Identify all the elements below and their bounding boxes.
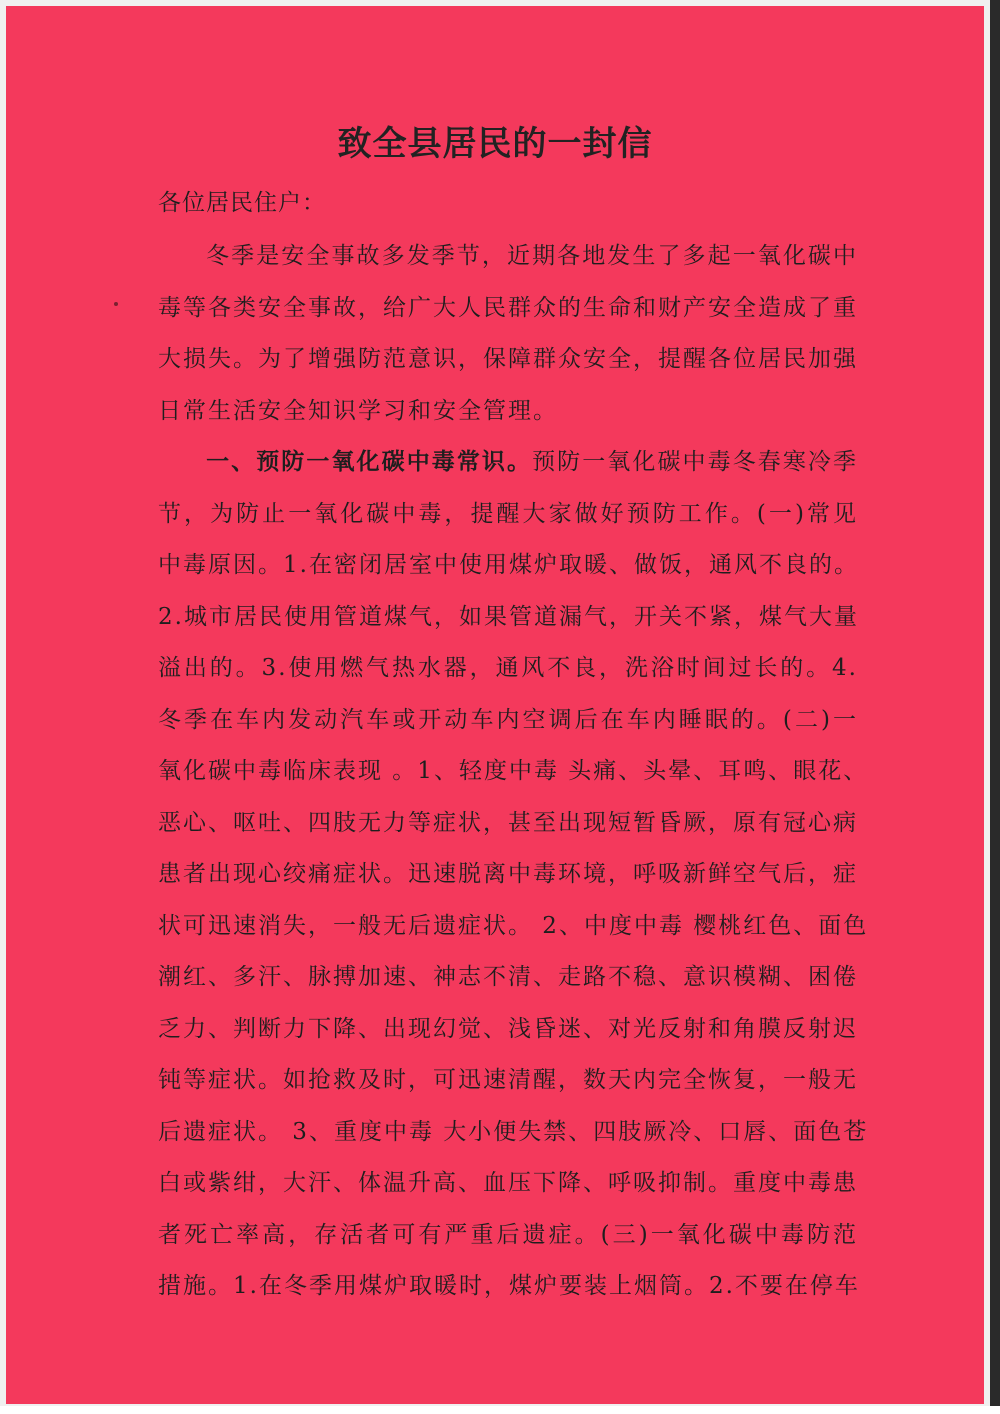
- paragraph-2-line: 钝等症状。如抢救及时，可迅速清醒，数天内完全恢复，一般无: [158, 1067, 858, 1093]
- letter-title: 致全县居民的一封信: [337, 124, 653, 164]
- paragraph-2-line: 溢出的。3.使用燃气热水器，通风不良，洗浴时间过长的。4.: [158, 655, 858, 681]
- paragraph-2-line: 乏力、判断力下降、出现幻觉、浅昏迷、对光反射和角膜反射迟: [158, 1015, 858, 1042]
- paragraph-2-line: 节，为防止一氧化碳中毒，提醒大家做好预防工作。(一)常见: [158, 500, 858, 527]
- salutation: 各位居民住户：: [158, 190, 326, 216]
- scan-border-right: [990, 0, 1000, 1414]
- paragraph-1-line: 日常生活安全知识学习和安全管理。: [158, 397, 558, 424]
- paragraph-2-line: 冬季在车内发动汽车或开动车内空调后在车内睡眠的。(二)一: [158, 706, 858, 733]
- paragraph-2-line: 白或紫绀，大汗、体温升高、血压下降、呼吸抑制。重度中毒患: [158, 1170, 858, 1196]
- paragraph-1-line: 毒等各类安全事故，给广大人民群众的生命和财产安全造成了重: [158, 294, 858, 321]
- paragraph-2-line: 2.城市居民使用管道煤气，如果管道漏气，开关不紧，煤气大量: [158, 603, 859, 630]
- paragraph-1-line: 大损失。为了增强防范意识，保障群众安全，提醒各位居民加强: [158, 346, 858, 372]
- scan-speck: [114, 302, 118, 306]
- paragraph-2-line: 潮红、多汗、脉搏加速、神志不清、走路不稳、意识模糊、困倦: [158, 964, 858, 990]
- paragraph-2-line: 措施。1.在冬季用煤炉取暖时，煤炉要装上烟筒。2.不要在停车: [158, 1273, 860, 1299]
- letter-body: [158, 231, 869, 1313]
- paragraph-2-line: 氧化碳中毒临床表现 。1、轻度中毒 头痛、头晕、耳鸣、眼花、: [158, 758, 869, 784]
- paragraph-2-line: 者死亡率高，存活者可有严重后遗症。(三)一氧化碳中毒防范: [158, 1221, 858, 1248]
- paragraph-2-line: 后遗症状。 3、重度中毒 大小便失禁、四肢厥冷、口唇、面色苍: [158, 1118, 869, 1145]
- section-heading: 一、预防一氧化碳中毒常识。: [206, 449, 533, 475]
- paragraph-2-line: 恶心、呕吐、四肢无力等症状，甚至出现短暂昏厥，原有冠心病: [158, 809, 858, 836]
- paragraph-2-line: 一、预防一氧化碳中毒常识。预防一氧化碳中毒冬春寒冷季: [206, 449, 859, 475]
- paragraph-2-line: 患者出现心绞痛症状。迅速脱离中毒环境，呼吸新鲜空气后，症: [158, 861, 858, 887]
- letter-page: [6, 6, 984, 1404]
- paragraph-2-line: 状可迅速消失，一般无后遗症状。 2、中度中毒 樱桃红色、面色: [158, 912, 869, 939]
- scan-border-bottom: [0, 1406, 1000, 1414]
- paragraph-1-line: 冬季是安全事故多发季节，近期各地发生了多起一氧化碳中: [206, 243, 858, 269]
- paragraph-2-line: 中毒原因。1.在密闭居室中使用煤炉取暖、做饭，通风不良的。: [158, 552, 859, 578]
